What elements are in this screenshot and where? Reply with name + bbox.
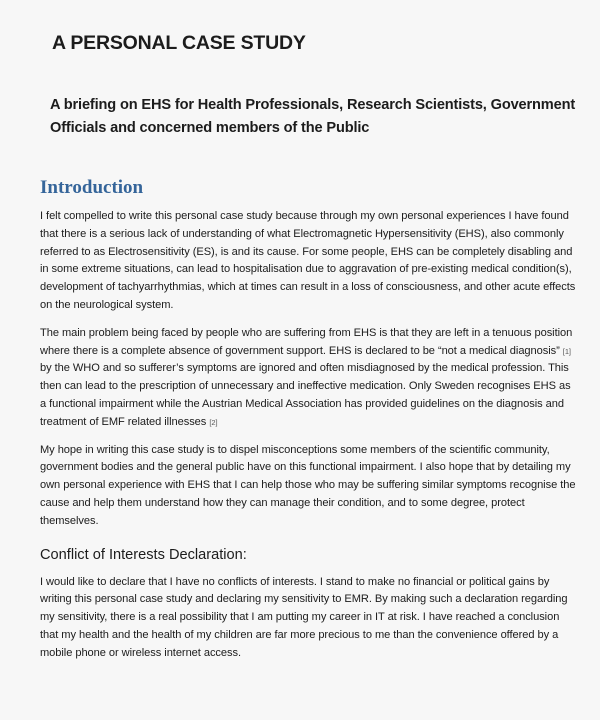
introduction-paragraph-3: My hope in writing this case study is to dispel misconceptions some members of the scientific community, government bodies and the general public have on this functional impairment. I also hope that by detailing my own personal experience with EHS that I can help those who may be suffering similar symptoms recognise the cause and help them understand how they can manage their condition, and to some degree, protect themselves. xyxy=(40,443,576,527)
introduction-paragraph-2-text-b: by the WHO and so sufferer’s symptoms are ignored and often misdiagnosed by the medical profession. This then can lead to the prescription of unnecessary and ineffective medication. Only Sweden recognises EHS as a functional impairment while the Austrian Medical Association has provided guidelines on the diagnosis and treatment of EMF related illnesses xyxy=(40,362,571,428)
introduction-heading: Introduction xyxy=(40,177,144,198)
conflict-of-interests-heading: Conflict of Interests Declaration: xyxy=(40,546,247,563)
document-title: A PERSONAL CASE STUDY xyxy=(52,32,306,54)
conflict-of-interests-paragraph: I would like to declare that I have no conflicts of interests. I stand to make no financial or political gains by writing this personal case study and declaring my sensitivity to EMR. By making such a declaration regarding my sensitivity, there is a real possibility that I am putting my career in IT at risk. I have reached a conclusion that my health and the health of my children are far more precious to me than the convenience offered by a mobile phone or wireless internet access. xyxy=(40,575,568,659)
introduction-paragraph-2-text-a: The main problem being faced by people who are suffering from EHS is that they are left in a tenuous position where there is a complete absence of government support. EHS is declared to be “not a medical diagnosis” xyxy=(40,326,573,357)
introduction-paragraph-1: I felt compelled to write this personal case study because through my own personal experiences I have found that there is a serious lack of understanding of what Electromagnetic Hypersensitivity (EHS), also commonly referred to as Electrosensitivity (ES), is and its cause. For some people, EHS can be completely disabling and in some extreme situations, can lead to hospitalisation due to aggravation of pre-existing medical condition(s), development of tachyarrhythmias, which at times can result in a loss of consciousness, and other acute effects on the neurological system. xyxy=(40,210,576,311)
reference-1-marker: [1] xyxy=(562,346,571,356)
reference-2-marker: [2] xyxy=(209,417,218,427)
introduction-paragraph-2 xyxy=(40,325,578,432)
document-subtitle: A briefing on EHS for Health Professionals, Research Scientists, Government Officials and concerned members of the Public xyxy=(50,97,576,136)
